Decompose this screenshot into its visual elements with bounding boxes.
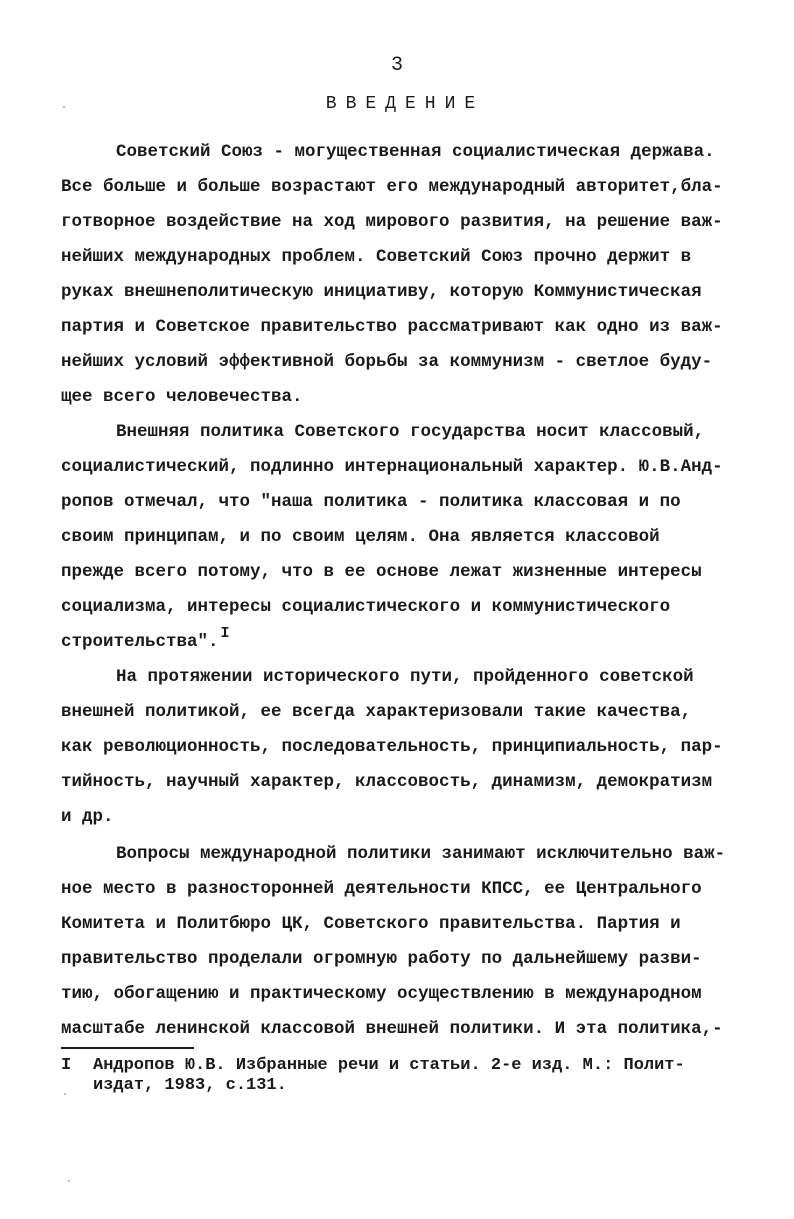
text-line: внешней политикой, ее всегда характеризовали такие качества, (61, 702, 692, 722)
text-line: Внешняя политика Советского государства носит классовый, (116, 422, 705, 442)
scan-speck (68, 1180, 70, 1182)
text-line: Советский Союз - могущественная социалистическая держава. (116, 142, 715, 162)
scan-speck (64, 1093, 66, 1095)
text-line: руках внешнеполитическую инициативу, которую Коммунистическая (61, 282, 702, 302)
text-line: Комитета и Политбюро ЦК, Советского правительства. Партия и (61, 914, 681, 934)
text-line: ное место в разносторонней деятельности КПСС, ее Центрального (61, 879, 702, 899)
footnote-text: Андропов Ю.В. Избранные речи и статьи. 2-е изд. М.: Полит- (93, 1056, 685, 1075)
footnote-divider (61, 1047, 194, 1049)
text-line: На протяжении исторического пути, пройденного советской (116, 667, 694, 687)
text-line: своим принципам, и по своим целям. Она является классовой (61, 527, 660, 547)
text-line: и др. (61, 807, 114, 827)
text-line: Все больше и больше возрастают его международный авторитет,бла- (61, 177, 723, 197)
text-line: нейших международных проблем. Советский Союз прочно держит в (61, 247, 692, 267)
text-line: социализма, интересы социалистического и коммунистического (61, 597, 671, 617)
footnote-marker: I (61, 1056, 72, 1075)
footnote-text: издат, 1983, с.131. (93, 1076, 287, 1095)
text-line: нейших условий эффективной борьбы за коммунизм - светлое буду- (61, 352, 713, 372)
text-line: масштабе ленинской классовой внешней политики. И эта политика,- (61, 1019, 723, 1039)
text-line: правительство проделали огромную работу по дальнейшему разви- (61, 949, 702, 969)
text-line: тийность, научный характер, классовость, динамизм, демократизм (61, 772, 713, 792)
text-line: готворное воздействие на ход мирового развития, на решение важ- (61, 212, 723, 232)
text-line-with-footnote (61, 625, 230, 654)
text-line: как революционность, последовательность, принципиальность, пар- (61, 737, 723, 757)
text-line: Вопросы международной политики занимают исключительно важ- (116, 844, 726, 864)
text-line: партия и Советское правительство рассматривают как одно из важ- (61, 317, 723, 337)
text-line: строительства". (61, 632, 219, 652)
text-line: щее всего человечества. (61, 387, 303, 407)
text-line: прежде всего потому, что в ее основе лежат жизненные интересы (61, 562, 702, 582)
text-line: социалистический, подлинно интернациональный характер. Ю.В.Анд- (61, 457, 723, 477)
footnote-reference: I (220, 625, 230, 642)
scan-speck (63, 106, 65, 108)
page-title: ВВЕДЕНИЕ (325, 94, 485, 114)
text-line: тию, обогащению и практическому осуществлению в международном (61, 984, 702, 1004)
page-number: 3 (390, 54, 403, 77)
text-line: ропов отмечал, что "наша политика - политика классовая и по (61, 492, 681, 512)
